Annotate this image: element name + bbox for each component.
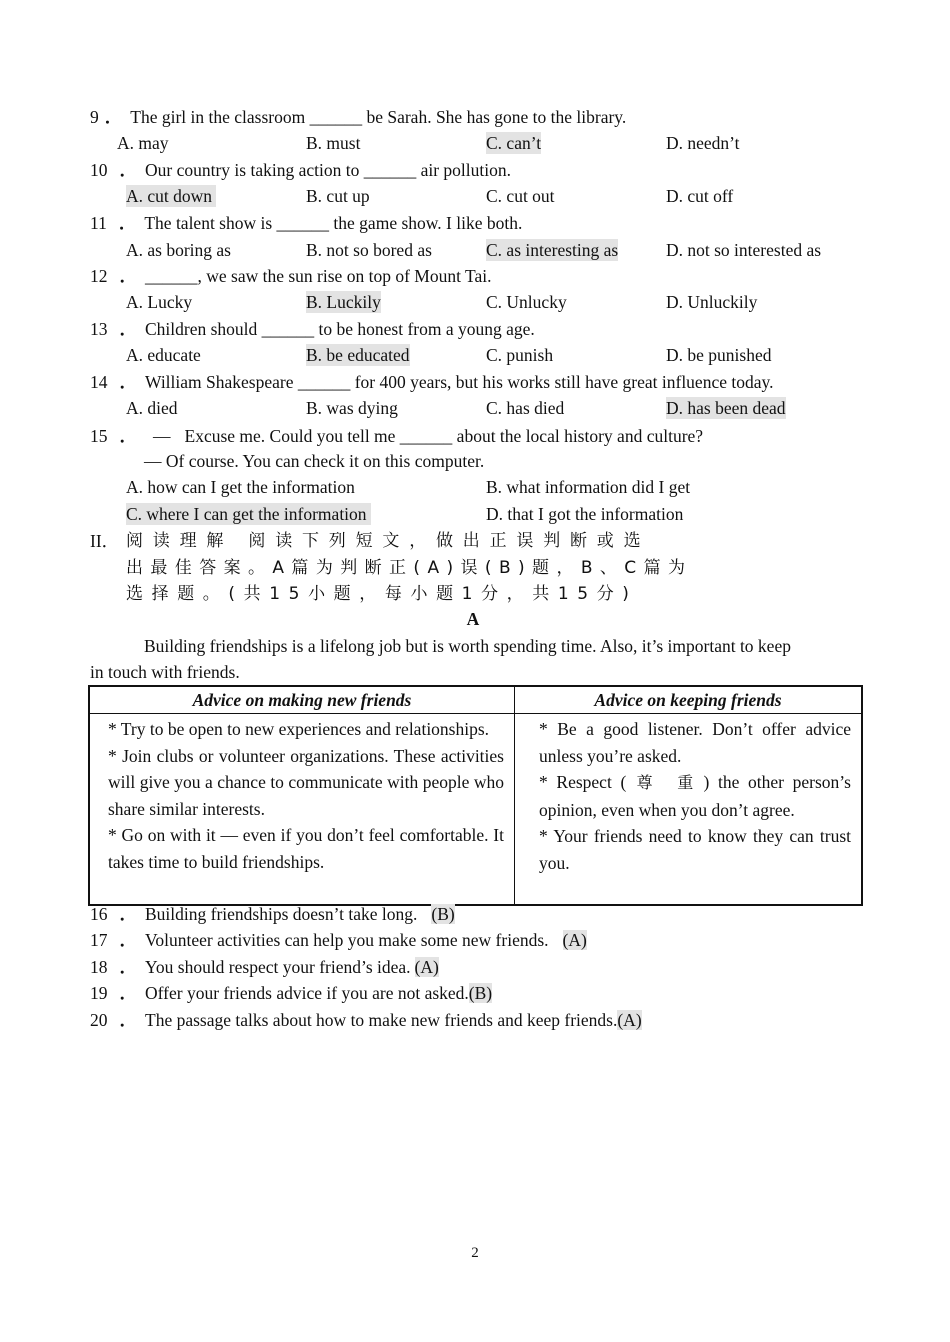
question-separator: ． [104,107,123,127]
advice-text: * Respect ( [539,772,627,792]
passage-intro-line2: in touch with friends. [90,662,240,682]
question-separator: ． [119,266,137,286]
dialogue-reply: — Of course. You can check it on this computer. [144,451,485,471]
section-instructions-line1: 阅读理解 阅读下列短文，做出正误判断或选 [126,531,651,551]
question-16 [90,903,455,925]
question-stem: William Shakespeare ______ for 400 years, but his works still have great influence today. [145,372,774,392]
question-stem: Children should ______ to be honest from a young age. [145,319,535,339]
option-a[interactable]: A. as boring as [126,240,231,260]
col1-cell [89,714,515,906]
option-d[interactable]: D. needn’t [666,133,740,153]
question-number: 10 [90,160,108,180]
section-instructions-line2: 出最佳答案。A篇为判断正(A)误(B)题，B、C篇为 [126,558,693,578]
question-number: 16 [90,904,108,924]
question-separator: ． [119,160,137,180]
dialogue-dash: — [153,426,171,446]
question-separator: ． [119,930,137,950]
question-stem: Our country is taking action to ______ air pollution. [145,160,511,180]
option-c[interactable]: C. has died [486,398,565,418]
question-17 [90,929,587,951]
question-separator: ． [119,904,137,924]
question-separator: ． [119,319,137,339]
option-b[interactable]: B. what information did I get [486,477,691,497]
statement: Offer your friends advice if you are not asked. [145,983,469,1003]
option-a[interactable]: A. Lucky [126,292,193,312]
question-number: 17 [90,930,108,950]
question-separator: ． [118,213,137,233]
question-20 [90,1009,642,1031]
option-a[interactable]: A. how can I get the information [126,477,355,497]
option-b[interactable]: B. was dying [306,398,398,418]
option-b[interactable]: B. must [306,133,361,153]
question-stem: Excuse me. Could you tell me ______ about the local history and culture? [184,426,704,446]
question-number: 18 [90,957,108,977]
option-c[interactable]: C. cut out [486,186,555,206]
question-number: 12 [90,266,108,286]
question-18 [90,956,439,978]
question-number: 15 [90,426,108,446]
option-a[interactable]: A. may [117,133,169,153]
passage-letter: A [466,609,480,629]
question-separator: ． [119,1010,137,1030]
answer-badge: (A) [414,957,439,977]
page-number: 2 [471,1245,479,1261]
advice-text: ) the other person’s opinion, even when you don’t agree. [539,772,851,820]
option-d-answer[interactable]: D. has been dead [666,398,786,418]
question-separator: ． [119,426,137,446]
question-number: 19 [90,983,108,1003]
question-number: 9 [90,107,99,127]
answer-badge: (B) [431,904,455,924]
option-d[interactable]: D. cut off [666,186,734,206]
advice-item [539,769,851,823]
question-separator: ． [119,983,137,1003]
question-19 [90,982,492,1004]
section-label: II． [90,531,120,551]
statement: Building friendships doesn’t take long. [145,904,418,924]
option-b-answer[interactable]: B. Luckily [306,292,381,312]
advice-item: * Go on with it — even if you don’t feel comfortable. It takes time to build friendships. [108,825,504,872]
chinese-gloss: 尊 重 [632,773,698,792]
col1-header: Advice on making new friends [89,686,515,714]
option-b[interactable]: B. cut up [306,186,370,206]
advice-table [88,685,863,906]
question-number: 13 [90,319,108,339]
option-d[interactable]: D. Unluckily [666,292,758,312]
question-number: 11 [90,213,107,233]
advice-item: * Try to be open to new experiences and relationships. [108,719,490,739]
option-a[interactable]: A. died [126,398,178,418]
answer-badge: (A) [617,1010,642,1030]
col2-cell [515,714,863,906]
advice-item: * Be a good listener. Don’t offer advice unless you’re asked. [539,719,851,766]
col2-header: Advice on keeping friends [515,686,863,714]
question-10 [90,159,511,181]
option-c-answer[interactable]: C. where I can get the information [126,503,371,525]
question-13 [90,318,535,340]
statement: The passage talks about how to make new friends and keep friends. [145,1010,618,1030]
answer-badge: (A) [562,930,587,950]
question-number: 14 [90,372,108,392]
question-number: 20 [90,1010,108,1030]
advice-item: * Join clubs or volunteer organizations. These activities will give you a chance to communicate with people who share similar interests. [108,745,504,819]
option-b[interactable]: B. not so bored as [306,240,432,260]
option-d[interactable]: D. that I got the information [486,504,684,524]
option-b-answer[interactable]: B. be educated [306,345,410,365]
question-15 [90,425,703,447]
statement: You should respect your friend’s idea. [145,957,411,977]
section-instructions-line3: 选择题。(共15小题，每小题1分，共15分) [126,584,638,604]
passage-intro-line1: Building friendships is a lifelong job but is worth spending time. Also, it’s important to keep [144,636,791,656]
question-9 [90,106,626,128]
option-c-answer[interactable]: C. can’t [486,133,542,153]
option-c[interactable]: C. Unlucky [486,292,567,312]
statement: Volunteer activities can help you make some new friends. [145,930,549,950]
question-stem: The talent show is ______ the game show. I like both. [144,213,523,233]
option-c-answer[interactable]: C. as interesting as [486,240,619,260]
option-d[interactable]: D. be punished [666,345,772,365]
option-a-answer[interactable]: A. cut down [126,185,216,207]
question-separator: ． [119,957,137,977]
answer-badge: (B) [468,983,493,1003]
question-stem: The girl in the classroom ______ be Sarah. She has gone to the library. [130,107,627,127]
question-11 [90,212,522,234]
option-c[interactable]: C. punish [486,345,554,365]
advice-item: * Your friends need to know they can trust you. [539,826,851,873]
option-d[interactable]: D. not so interested as [666,240,822,260]
option-a[interactable]: A. educate [126,345,201,365]
question-stem: ______, we saw the sun rise on top of Mount Tai. [145,266,492,286]
question-14 [90,371,773,393]
question-separator: ． [119,372,137,392]
question-12 [90,265,491,287]
